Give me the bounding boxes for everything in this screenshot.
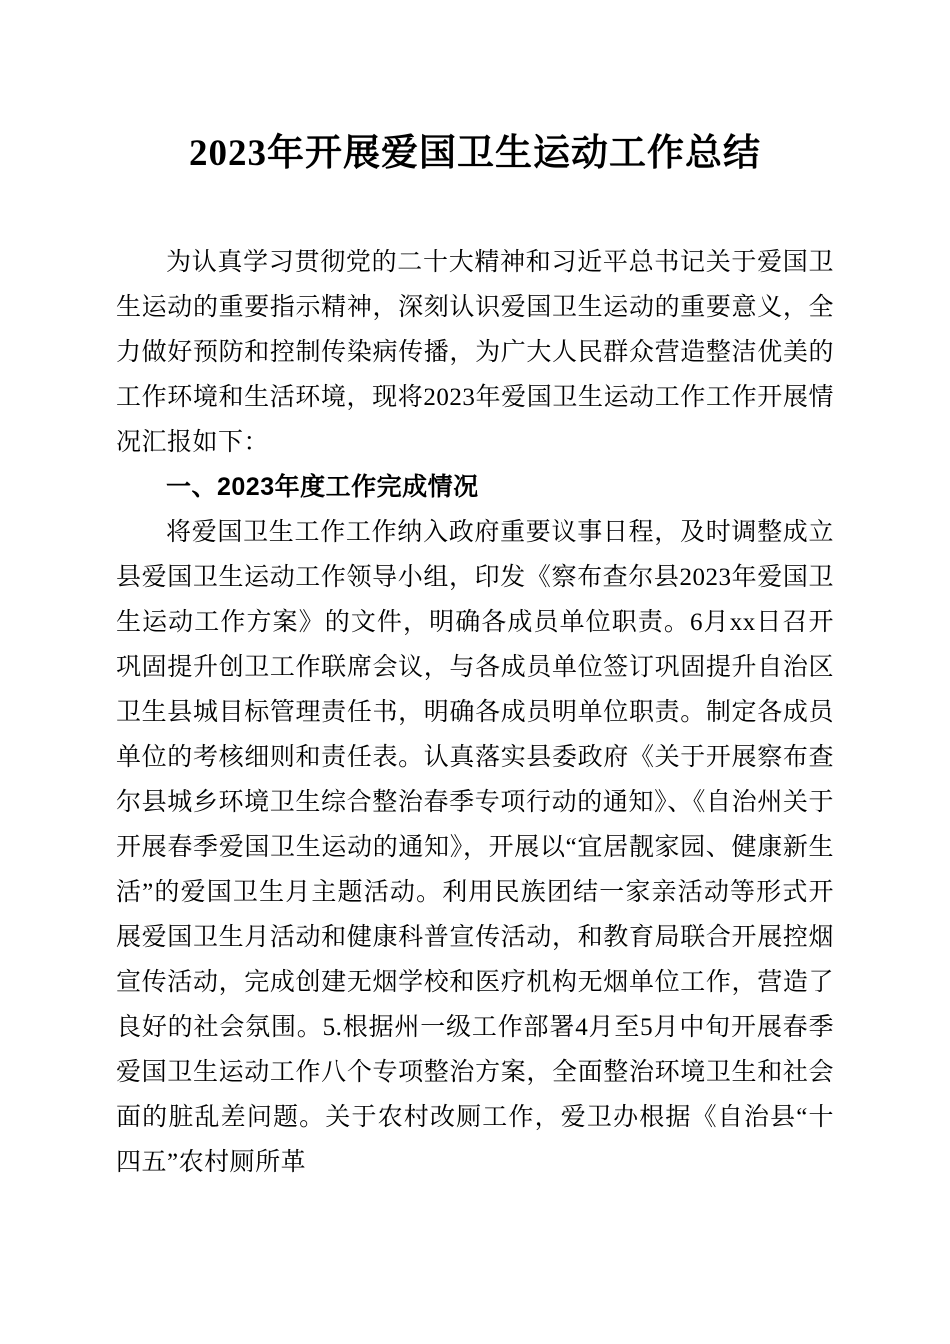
section-heading-1: 一、2023年度工作完成情况 <box>166 473 479 502</box>
paragraph-body-1: 将爱国卫生工作工作纳入政府重要议事日程，及时调整成立县爱国卫生运动工作领导小组，印发《察布查尔县2023年爱国卫生运动工作方案》的文件，明确各成员单位职责。6月xx日召开巩固提升创卫工作联席会议，与各成员单位签订巩固提升自治区卫生县城目标管理责任书，明确各成员明单位职责。制定各成员单位的考核细则和责任表。认真落实县委政府《关于开展察布查尔县城乡环境卫生综合整治春季专项行动的通知》、《自治州关于开展春季爱国卫生运动的通知》，开展以“宜居靓家园、健康新生活”的爱国卫生月主题活动。利用民族团结一家亲活动等形式开展爱国卫生月活动和健康科普宣传活动，和教育局联合开展控烟宣传活动，完成创建无烟学校和医疗机构无烟单位工作，营造了良好的社会氛围。5.根据州一级工作部署4月至5月中旬开展春季爱国卫生运动工作八个专项整治方案，全面整治环境卫生和社会面的脏乱差问题。关于农村改厕工作，爱卫办根据《自治县“十四五”农村厕所革 <box>116 519 834 1177</box>
document-title: 2023年开展爱国卫生运动工作总结 <box>189 133 761 174</box>
paragraph-intro: 为认真学习贯彻党的二十大精神和习近平总书记关于爱国卫生运动的重要指示精神，深刻认识爱国卫生运动的重要意义，全力做好预防和控制传染病传播，为广大人民群众营造整洁优美的工作环境和生活环境，现将2023年爱国卫生运动工作工作开展情况汇报如下： <box>116 249 834 457</box>
